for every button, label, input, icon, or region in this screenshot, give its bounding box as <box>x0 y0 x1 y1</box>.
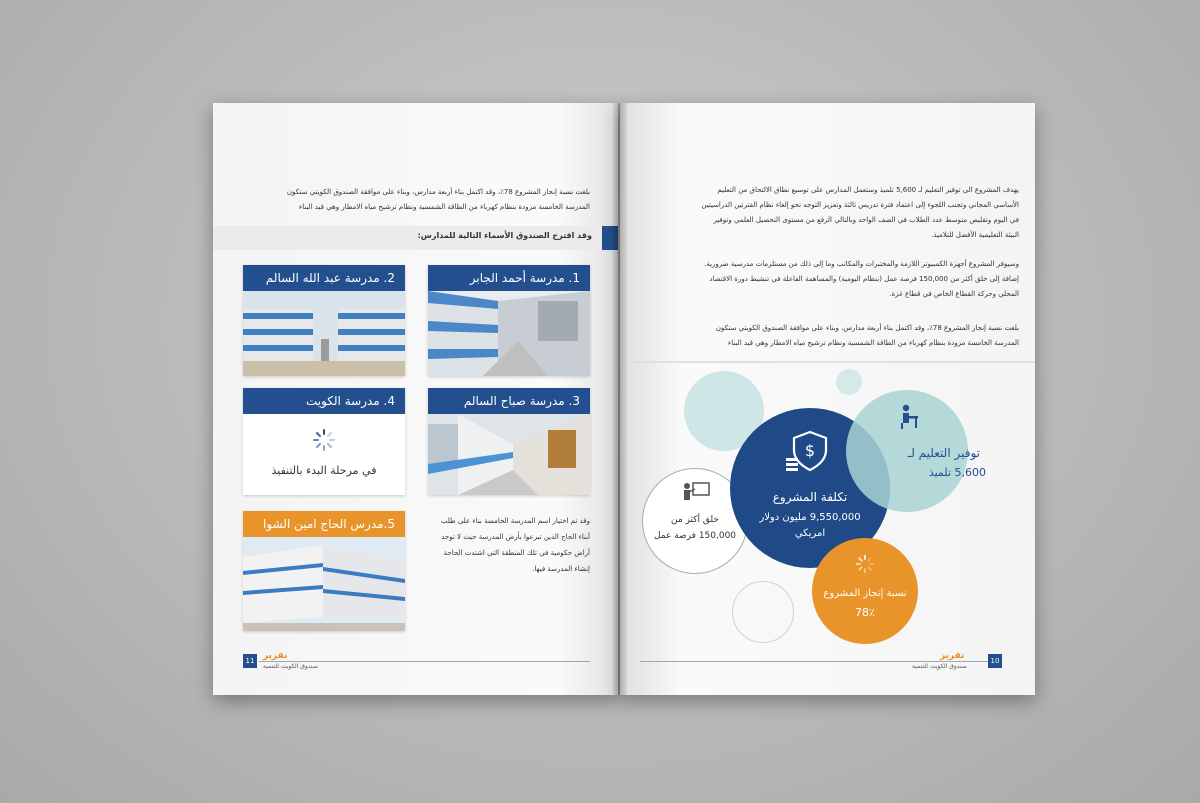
card-status: في مرحلة البدء بالتنفيذ <box>271 464 377 477</box>
school-card-title: 3. مدرسة صباح السالم <box>428 388 590 414</box>
loading-icon <box>855 554 875 578</box>
jobs-value: 150,000 فرصة عمل <box>653 531 737 541</box>
decor-circle <box>732 581 794 643</box>
progress-circle <box>812 538 918 644</box>
names-heading-band <box>213 226 618 250</box>
school-card-1 <box>428 265 590 376</box>
school5-line: وقد تم اختيار اسم المدرسة الخامسة بناء على طلب <box>440 517 590 525</box>
loading-icon <box>312 428 336 452</box>
para-line: وسيوفر المشروع أجهزة الكمبيوتر اللازمة والمختبرات والمكاتب وما إلى ذلك من مستلزمات مدرسية ضرورية. <box>704 260 1019 268</box>
para-line: يهدف المشروع الى توفير التعليم لـ 5,600 تلميذ وستعمل المدارس على توسيع نطاق الالتحاق من التعليم <box>717 186 1019 194</box>
school-photo <box>243 537 405 631</box>
para-line: المحلي وحركة القطاع الخاص في قطاع غزة. <box>889 290 1019 298</box>
teacher-icon <box>681 481 711 509</box>
school-photo <box>428 291 590 376</box>
page-number: 11 <box>243 654 257 668</box>
cost-value: 9,550,000 مليون دولار <box>759 512 861 523</box>
para-line: المدرسة الخامسة مزودة بنظام كهرباء من الطاقة الشمسية ونظام ترشيح مياه الامطار وهي قيد البناء <box>727 339 1019 347</box>
para-3 <box>639 321 1019 351</box>
school-card-title: 2. مدرسة عبد الله السالم <box>243 265 405 291</box>
school-card-title: 4. مدرسة الكويت <box>243 388 405 414</box>
brochure-spread <box>213 103 1035 695</box>
logo-subtitle: صندوق الكويت للتنمية <box>912 663 967 670</box>
para-line: البيئة التعليمية الأفضل للتلاميذ. <box>931 231 1019 239</box>
school5-line: إنشاء المدرسة فيها. <box>532 565 590 573</box>
progress-title: نسبة إنجاز المشروع <box>823 588 907 599</box>
school5-line: أبناء الحاج الذين تبرعوا بأرض المدرسة حيث لا توجد <box>441 533 590 541</box>
page-11 <box>213 103 618 695</box>
names-heading: وقد اقترح الصندوق الأسماء التالية للمدارس: <box>417 231 592 240</box>
school5-description <box>420 513 590 577</box>
shield-dollar-icon <box>786 430 834 476</box>
cost-title: تكلفة المشروع <box>772 490 848 504</box>
para-2 <box>639 257 1019 302</box>
school-card-2 <box>243 265 405 376</box>
education-circle <box>846 390 986 512</box>
decor-circle <box>836 369 862 395</box>
school-photo <box>428 414 590 495</box>
education-value: 5,600 تلميذ <box>928 466 986 479</box>
para-line: إضافة إلى خلق أكثر من 150,000 فرصة عمل (بنظام اليومية) والمساهمة الفاعلة في تنشيط دورة الاقتصاد <box>709 275 1019 283</box>
student-desk-icon <box>898 404 920 434</box>
left-intro-text <box>240 185 590 215</box>
logo-subtitle: صندوق الكويت للتنمية <box>263 663 318 670</box>
page-10 <box>620 103 1035 695</box>
spine-shadow <box>613 103 627 695</box>
school-card-title: 5.مدرس الحاج امين الشوا <box>243 511 405 537</box>
education-title: توفير التعليم لـ <box>907 446 980 460</box>
logo-title: تقرير <box>263 651 288 661</box>
school-card-3 <box>428 388 590 495</box>
left-intro-line: المدرسة الخامسة مزودة بنظام كهرباء من الطاقة الشمسية ونظام ترشيح مياه الامطار وهي قيد البناء <box>298 203 590 211</box>
para-1 <box>639 183 1019 243</box>
school-card-5 <box>243 511 405 631</box>
footer-rule <box>640 661 995 662</box>
progress-value: 78٪ <box>855 606 875 619</box>
cost-unit: امريكي <box>794 528 826 539</box>
page-number: 10 <box>988 654 1002 668</box>
stats-band <box>620 361 1035 363</box>
jobs-title: خلق أكثر من <box>671 515 719 525</box>
para-line: بلغت نسبة إنجاز المشروع 78٪، وقد اكتمل بناء أربعة مدارس، وبناء على موافقة الصندوق الكويتي ستكون <box>715 324 1019 332</box>
left-intro-line: بلغت نسبة إنجاز المشروع 78٪، وقد اكتمل بناء أربعة مدارس، وبناء على موافقة الصندوق الكويتي ستكون <box>286 188 590 196</box>
school-card-4 <box>243 388 405 495</box>
svg-text:$: $ <box>804 441 816 460</box>
para-line: في اليوم وتقليص متوسط عدد الطلاب في الصف الواحد وبالتالي الرفع من مستوى التحصيل العلمي وتوفير <box>713 216 1019 224</box>
school5-line: أراض حكومية في تلك المنطقة التي اشتدت الحاجة <box>443 549 590 557</box>
logo-title: تقرير <box>940 651 965 661</box>
para-line: الأساسي المجاني وتجنب اللجوء إلى اعتماد فترة تدريس ثالثة وتعزيز التوجه نحو إلغاء نظام الفترتين الدراسيتين <box>701 201 1019 209</box>
footer-rule <box>259 661 590 662</box>
school-photo <box>243 291 405 376</box>
school-card-title: 1. مدرسة أحمد الجابر <box>428 265 590 291</box>
